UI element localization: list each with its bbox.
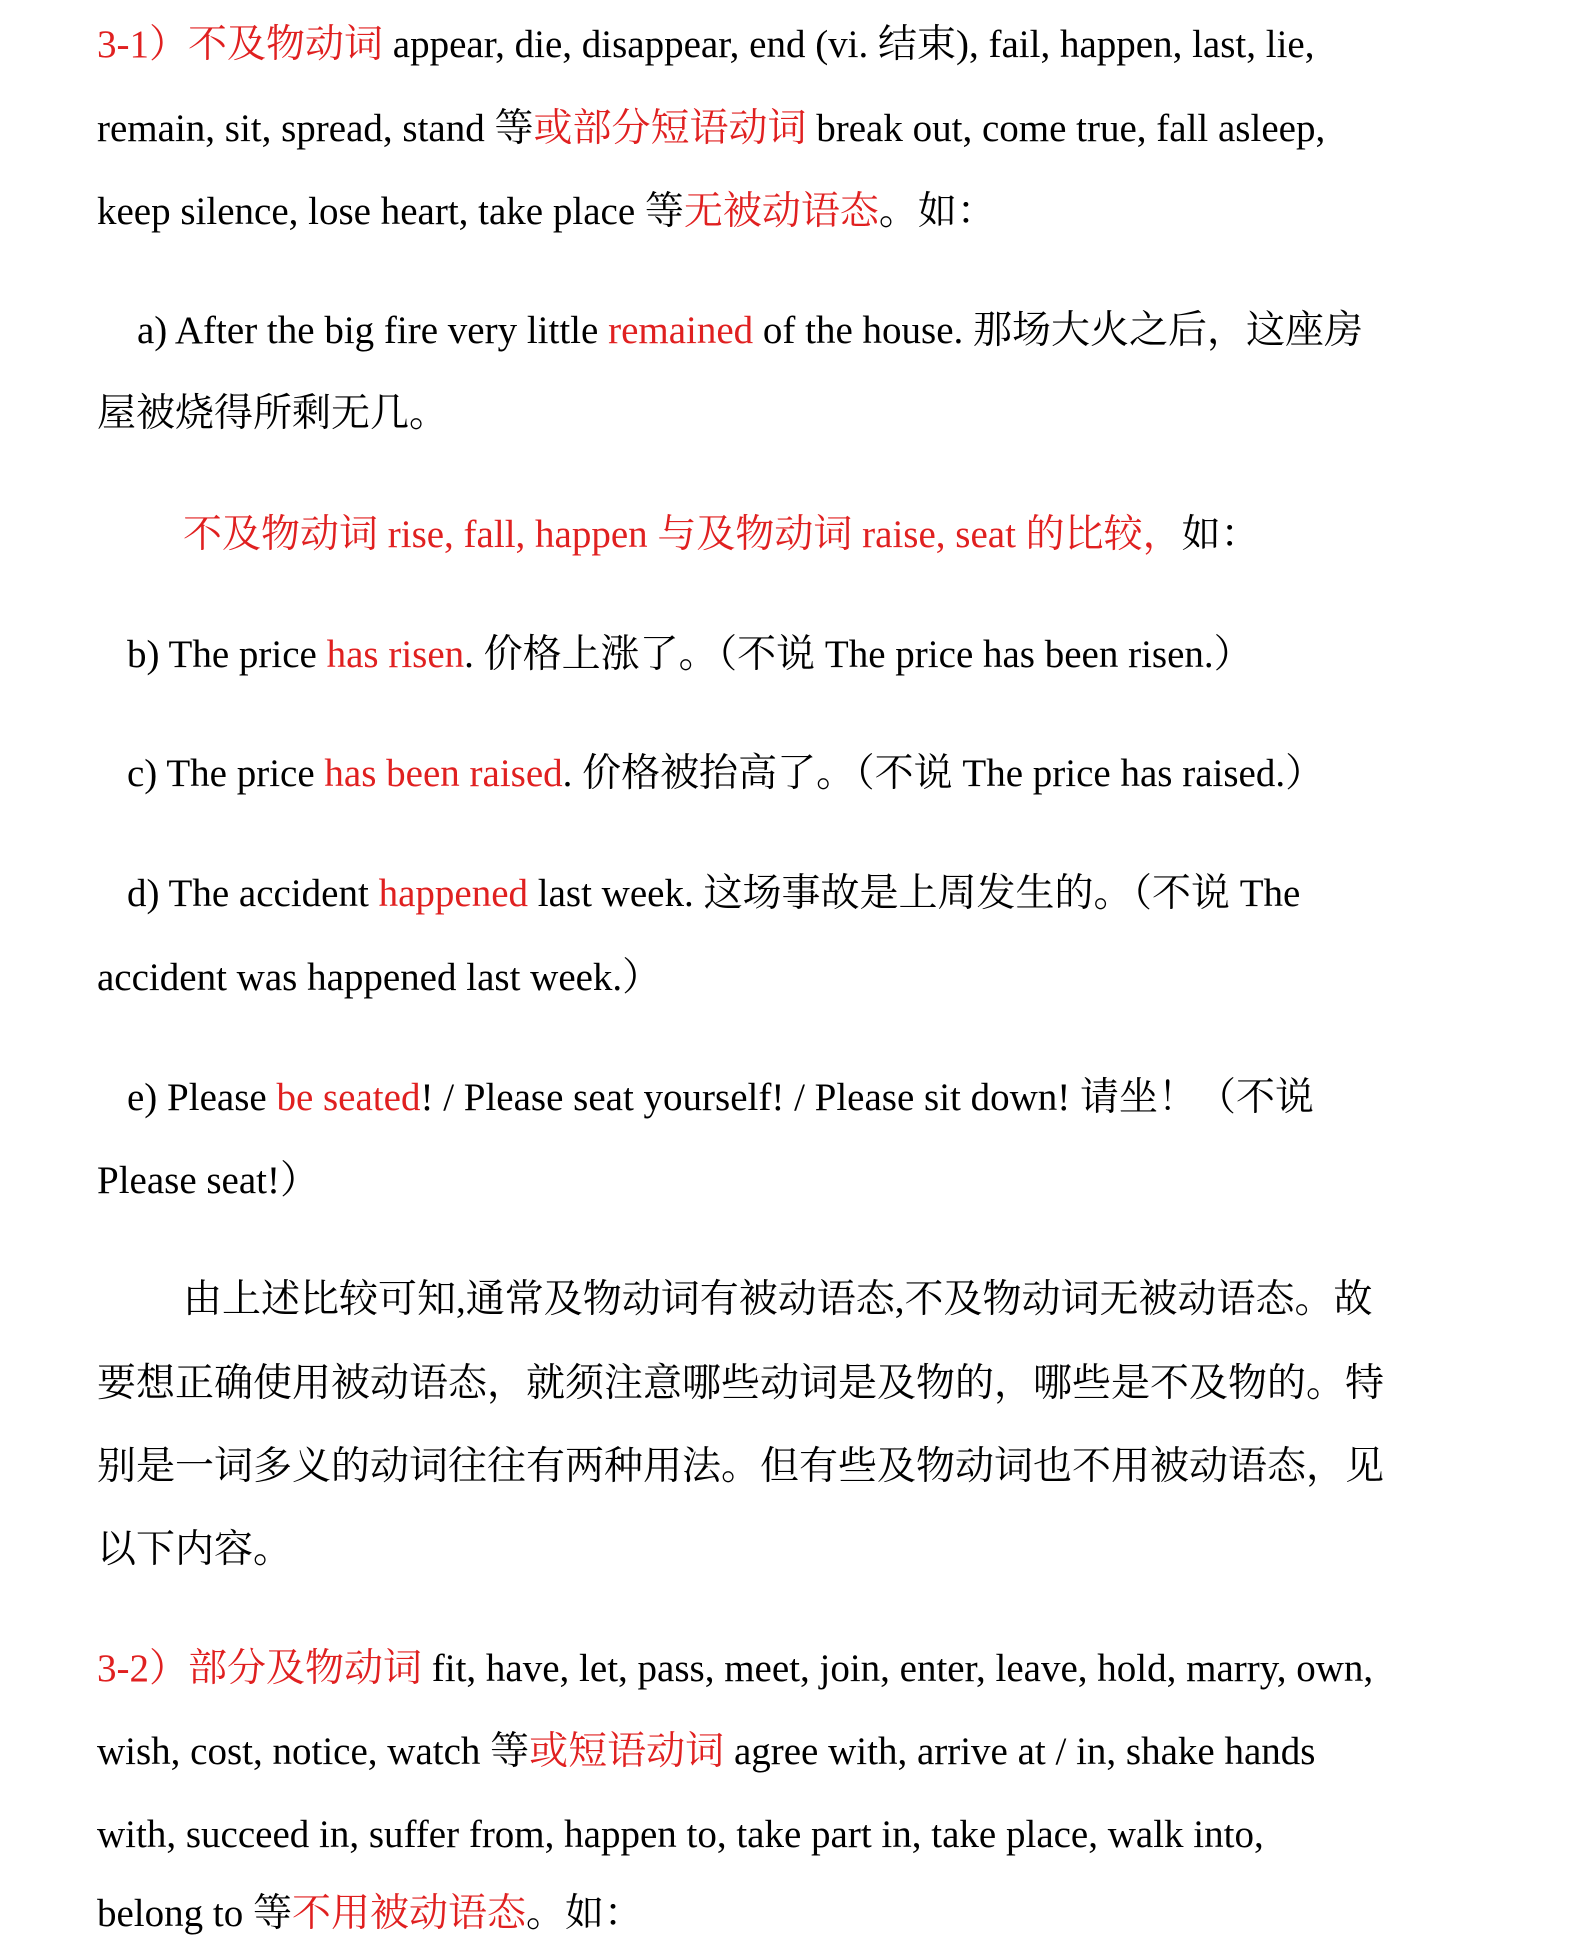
example-e: [127, 1070, 1314, 1126]
section-3-2-line-4: [97, 1886, 643, 1942]
section-3-2-line-3: with, succeed in, suffer from, happen to, take part in, take place, walk into,: [97, 1813, 1264, 1856]
example-verb: has been raised: [324, 752, 563, 795]
phrasal-verb-label: 或短语动词: [529, 1730, 725, 1773]
example-text: a) After the big fire very little: [137, 309, 609, 352]
summary-line-2: 要想正确使用被动语态，就须注意哪些动词是及物的，哪些是不及物的。特: [97, 1362, 1385, 1405]
section-number: 3-1）: [97, 23, 188, 66]
example-a-continued: 屋被烧得所剩无几。: [97, 392, 449, 435]
rule-text: 不用被动语态: [291, 1892, 526, 1935]
summary-line-3: 别是一词多义的动词往往有两种用法。但有些及物动词也不用被动语态，见: [97, 1445, 1385, 1488]
example-text: . 价格上涨了。（不说 The price has been risen.）: [464, 633, 1253, 676]
example-b: [127, 627, 1253, 683]
verb-list: keep silence, lose heart, take place 等: [97, 190, 684, 233]
comparison-heading-tail: 如：: [1181, 513, 1260, 556]
example-text: d) The accident: [127, 872, 379, 915]
example-text: ! / Please seat yourself! / Please sit down! 请坐！（不说: [420, 1076, 1315, 1119]
phrasal-verb-label: 或部分短语动词: [533, 107, 807, 150]
example-text: e) Please: [127, 1076, 277, 1119]
example-a: [137, 303, 1363, 359]
rule-tail: 。如：: [526, 1892, 644, 1935]
example-e-continued: Please seat!）: [97, 1159, 320, 1202]
example-text: of the house. 那场大火之后，这座房: [753, 309, 1364, 352]
example-text: c) The price: [127, 752, 325, 795]
section-3-1-line-3: [97, 184, 996, 240]
example-verb: has risen: [326, 633, 465, 676]
example-text: . 价格被抬高了。（不说 The price has raised.）: [562, 752, 1325, 795]
verb-list: appear, die, disappear, end (vi. 结束), fail, happen, last, lie,: [383, 23, 1315, 66]
section-heading: 部分及物动词: [188, 1647, 423, 1690]
example-text: last week. 这场事故是上周发生的。（不说 The: [528, 872, 1301, 915]
section-number: 3-2）: [97, 1647, 188, 1690]
verb-list: fit, have, let, pass, meet, join, enter, leave, hold, marry, own,: [422, 1647, 1374, 1690]
example-d: [127, 866, 1300, 922]
section-3-2-line-1: [97, 1641, 1373, 1697]
example-verb: remained: [608, 309, 754, 352]
example-d-continued: accident was happened last week.）: [97, 956, 662, 999]
verb-list: belong to 等: [97, 1892, 292, 1935]
section-heading: 不及物动词: [188, 23, 384, 66]
summary-line-4: 以下内容。: [97, 1528, 293, 1571]
verb-list: wish, cost, notice, watch 等: [97, 1730, 530, 1773]
rule-text: 无被动语态: [683, 190, 879, 233]
summary-line-1: 由上述比较可知,通常及物动词有被动语态,不及物动词无被动语态。故: [183, 1278, 1373, 1321]
comparison-heading: [183, 507, 1260, 563]
section-3-1-line-1: [97, 17, 1314, 73]
section-3-1-line-2: [97, 101, 1325, 157]
verb-list: remain, sit, spread, stand 等: [97, 107, 534, 150]
example-text: b) The price: [127, 633, 327, 676]
section-3-2-line-2: [97, 1724, 1315, 1780]
example-verb: be seated: [276, 1076, 421, 1119]
phrasal-verb-list: agree with, arrive at / in, shake hands: [724, 1730, 1316, 1773]
rule-tail: 。如：: [878, 190, 996, 233]
comparison-heading-text: 不及物动词 rise, fall, happen 与及物动词 raise, seat 的比较，: [183, 513, 1182, 556]
example-c: [127, 746, 1324, 802]
phrasal-verb-list: break out, come true, fall asleep,: [806, 107, 1326, 150]
example-verb: happened: [378, 872, 529, 915]
